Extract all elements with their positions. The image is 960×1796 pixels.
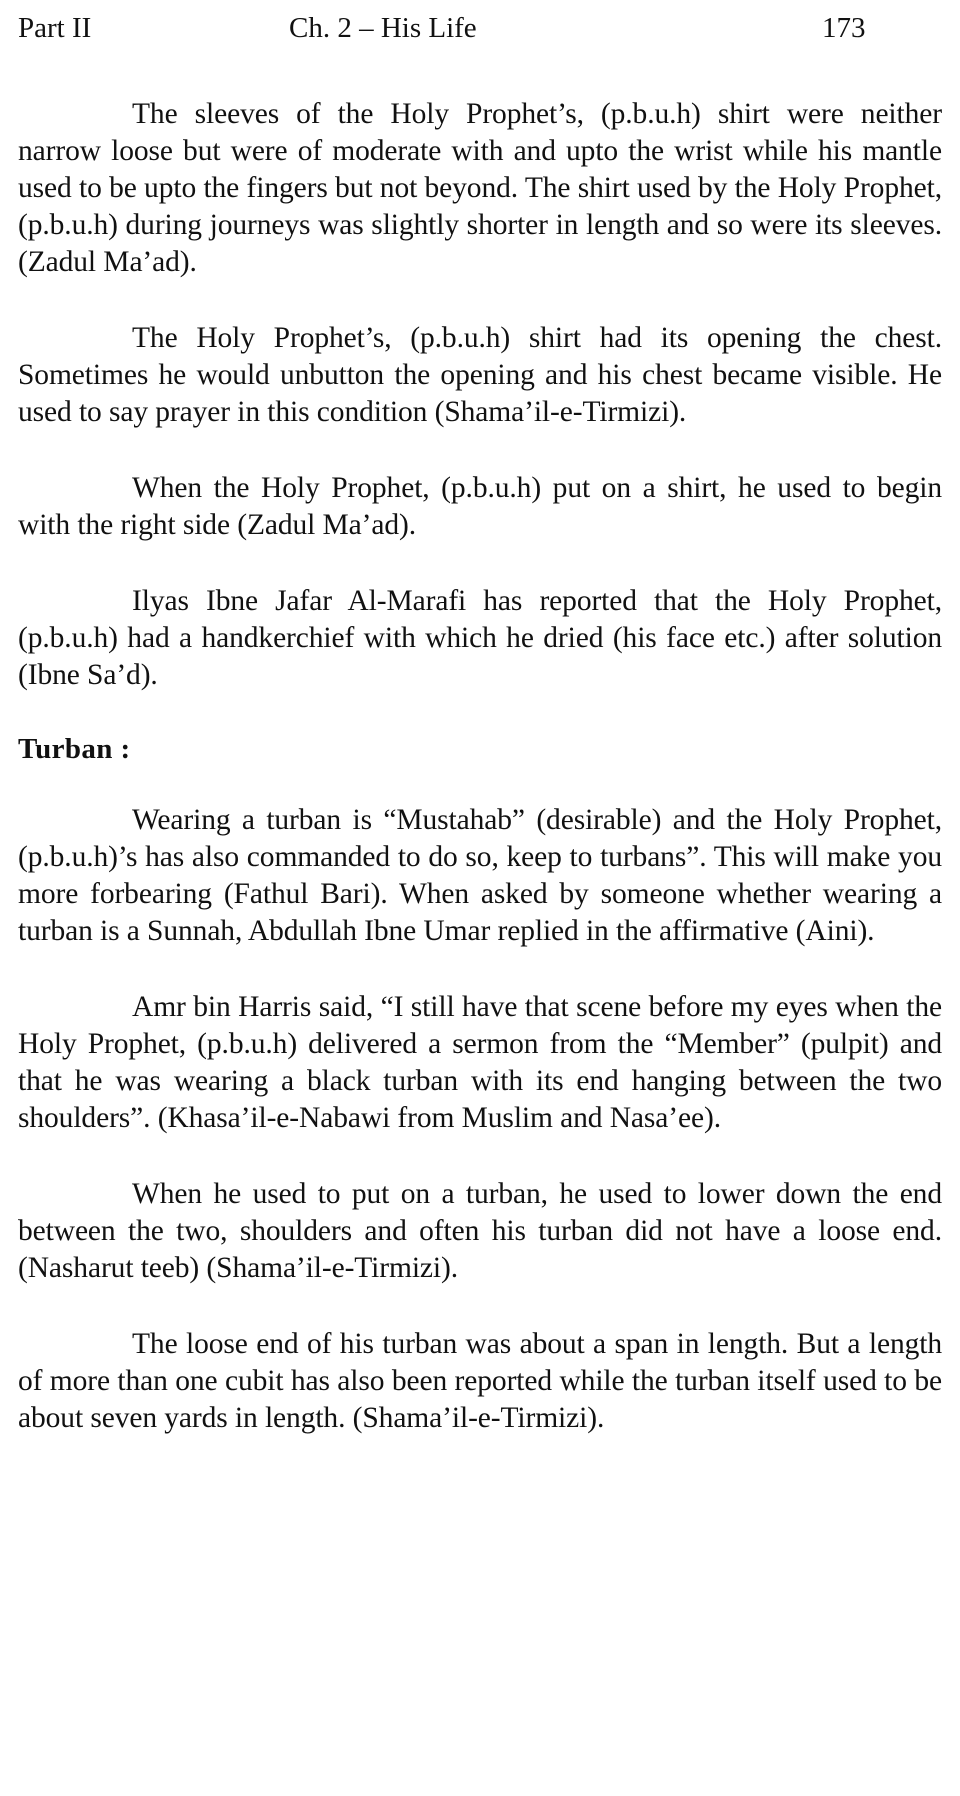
- running-header: [18, 0, 942, 60]
- page-body: [18, 96, 942, 1437]
- paragraph-shirt-sleeves: The sleeves of the Holy Prophet’s, (p.b.u.h) shirt were neither narrow loose but were of moderate with and upto the wrist while his mantle used to be upto the fingers but not beyond. The shirt used by the Holy Prophet, (p.b.u.h) during journeys was slightly shorter in length and so were its sleeves. (Zadul Ma’ad).: [18, 98, 942, 278]
- paragraph-shirt-opening: The Holy Prophet’s, (p.b.u.h) shirt had its opening the chest. Sometimes he would unbutton the opening and his chest became visible. He used to say prayer in this condition (Shama’il-e-Tirmizi).: [18, 322, 942, 428]
- paragraph-black-turban: Amr bin Harris said, “I still have that scene before my eyes when the Holy Prophet, (p.b.u.h) delivered a sermon from the “Member” (pulpit) and that he was wearing a black turban with its end hanging between the two shoulders”. (Khasa’il-e-Nabawi from Muslim and Nasa’ee).: [18, 991, 942, 1134]
- paragraph-turban-end: When he used to put on a turban, he used to lower down the end between the two, shoulders and often his turban did not have a loose end. (Nasharut teeb) (Shama’il-e-Tirmizi).: [18, 1178, 942, 1284]
- header-chapter-title: Ch. 2 – His Life: [289, 12, 477, 44]
- header-part-label: Part II: [18, 12, 92, 44]
- header-page-number: 173: [822, 12, 866, 44]
- paragraph-turban-mustahab: Wearing a turban is “Mustahab” (desirable) and the Holy Prophet, (p.b.u.h)’s has also commanded to do so, keep to turbans”. This will make you more forbearing (Fathul Bari). When asked by someone whether wearing a turban is a Sunnah, Abdullah Ibne Umar replied in the affirmative (Aini).: [18, 804, 942, 947]
- paragraph-shirt-right-side: When the Holy Prophet, (p.b.u.h) put on a shirt, he used to begin with the right side (Zadul Ma’ad).: [18, 472, 942, 541]
- paragraph-handkerchief: Ilyas Ibne Jafar Al-Marafi has reported that the Holy Prophet, (p.b.u.h) had a handkerchief with which he dried (his face etc.) after solution (Ibne Sa’d).: [18, 585, 942, 691]
- book-page: [18, 0, 942, 1476]
- section-heading-turban: Turban :: [18, 733, 131, 765]
- paragraph-turban-length: The loose end of his turban was about a span in length. But a length of more than one cubit has also been reported while the turban itself used to be about seven yards in length. (Shama’il-e-Tirmizi).: [18, 1328, 942, 1434]
